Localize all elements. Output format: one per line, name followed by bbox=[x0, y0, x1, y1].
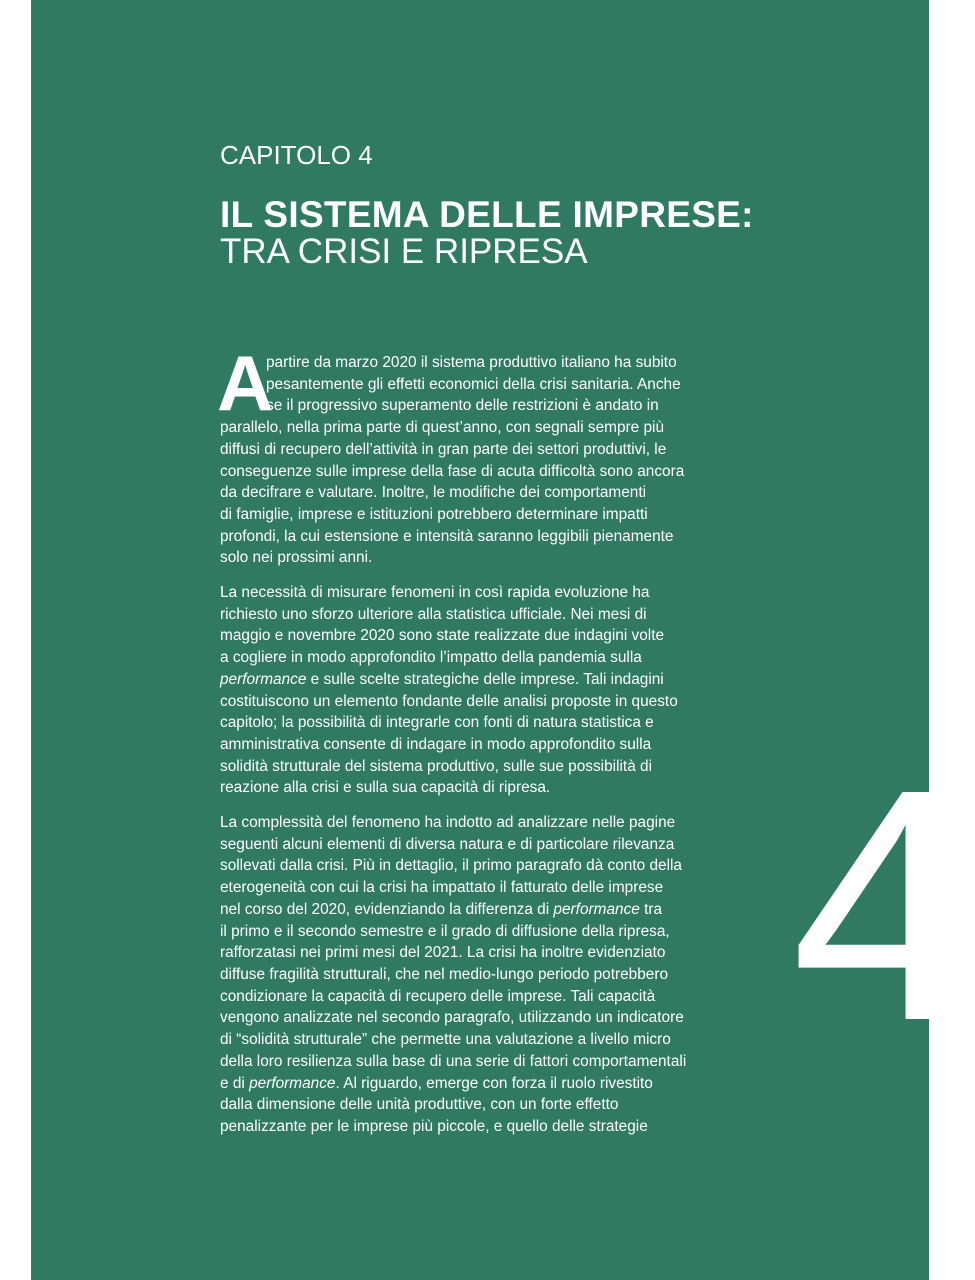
text-line: rafforzatasi nei primi mesi del 2021. La crisi ha inoltre evidenziato bbox=[220, 944, 666, 962]
text-line bbox=[220, 1073, 760, 1095]
text-line: diffusi di recupero dell’attività in gran parte dei settori produttivi, le bbox=[220, 440, 667, 458]
italic-term: performance bbox=[220, 670, 307, 688]
text-line: a cogliere in modo approfondito l’impatto della pandemia sulla bbox=[220, 649, 642, 667]
paragraph-1 bbox=[217, 339, 760, 569]
chapter-number: 4 bbox=[791, 720, 975, 1089]
text-line: vengono analizzate nel secondo paragrafo, utilizzando un indicatore bbox=[220, 1009, 684, 1027]
text-line: La necessità di misurare fenomeni in così rapida evoluzione ha bbox=[220, 584, 650, 602]
text-line: conseguenze sulle imprese della fase di acuta difficoltà sono ancora bbox=[220, 462, 685, 480]
text-line: penalizzante per le imprese più piccole, e quello delle strategie bbox=[220, 1117, 648, 1135]
paragraph-3 bbox=[220, 812, 760, 1138]
text-line: da decifrare e valutare. Inoltre, le modifiche dei comportamenti bbox=[220, 484, 647, 502]
text-line: il primo e il secondo semestre e il grado di diffusione della ripresa, bbox=[220, 922, 670, 940]
text-line bbox=[220, 899, 760, 921]
text-run: tra bbox=[639, 900, 663, 918]
text-line: pesantemente gli effetti economici della crisi sanitaria. Anche bbox=[266, 375, 681, 393]
chapter-page bbox=[31, 0, 975, 1280]
text-line: della loro resilienza sulla base di una serie di fattori comportamentali bbox=[220, 1052, 687, 1070]
text-line: La complessità del fenomeno ha indotto ad analizzare nelle pagine bbox=[220, 814, 676, 832]
italic-term: performance bbox=[553, 900, 640, 918]
text-line: eterogeneità con cui la crisi ha impattato il fatturato delle imprese bbox=[220, 879, 664, 897]
text-line: parallelo, nella prima parte di quest’anno, con segnali sempre più bbox=[220, 419, 665, 437]
italic-term: performance bbox=[249, 1074, 336, 1092]
drop-cap: A bbox=[217, 339, 274, 427]
text-line: sollevati dalla crisi. Più in dettaglio, il primo paragrafo dà conto della bbox=[220, 857, 682, 875]
text-line: se il progressivo superamento delle restrizioni è andato in bbox=[266, 397, 659, 415]
text-line: richiesto uno sforzo ulteriore alla statistica ufficiale. Nei mesi di bbox=[220, 605, 647, 623]
text-line: seguenti alcuni elementi di diversa natura e di particolare rilevanza bbox=[220, 835, 675, 853]
text-line: solo nei prossimi anni. bbox=[220, 549, 373, 567]
text-line bbox=[220, 669, 760, 691]
chapter-title-light: TRA CRISI E RIPRESA bbox=[220, 232, 588, 271]
chapter-body bbox=[217, 339, 760, 1151]
text-line: di famiglie, imprese e istituzioni potrebbero determinare impatti bbox=[220, 505, 648, 523]
text-line: reazione alla crisi e sulla sua capacità di ripresa. bbox=[220, 779, 551, 797]
text-run: e sulle scelte strategiche delle imprese. Tali indagini bbox=[306, 670, 664, 688]
text-line: costituiscono un elemento fondante delle analisi proposte in questo bbox=[220, 692, 678, 710]
text-line: dalla dimensione delle unità produttive, con un forte effetto bbox=[220, 1096, 619, 1114]
text-line: di “solidità strutturale” che permette una valutazione a livello micro bbox=[220, 1031, 671, 1049]
text-line: capitolo; la possibilità di integrarle con fonti di natura statistica e bbox=[220, 714, 654, 732]
text-line: diffuse fragilità strutturali, che nel medio-lungo periodo potrebbero bbox=[220, 965, 669, 983]
text-run: e di bbox=[220, 1074, 250, 1092]
text-line: partire da marzo 2020 il sistema produttivo italiano ha subito bbox=[266, 354, 677, 371]
text-line: profondi, la cui estensione e intensità saranno leggibili pienamente bbox=[220, 527, 674, 545]
text-run: nel corso del 2020, evidenziando la differenza di bbox=[220, 900, 554, 918]
text-run: . Al riguardo, emerge con forza il ruolo rivestito bbox=[335, 1074, 653, 1092]
chapter-title-bold: IL SISTEMA DELLE IMPRESE: bbox=[220, 194, 754, 235]
paragraph-2 bbox=[220, 582, 760, 799]
chapter-label: CAPITOLO 4 bbox=[220, 140, 373, 170]
text-line: maggio e novembre 2020 sono state realizzate due indagini volte bbox=[220, 627, 665, 645]
text-line: solidità strutturale del sistema produttivo, sulle sue possibilità di bbox=[220, 757, 653, 775]
text-line: amministrativa consente di indagare in modo approfondito sulla bbox=[220, 735, 652, 753]
text-line: condizionare la capacità di recupero delle imprese. Tali capacità bbox=[220, 987, 656, 1005]
